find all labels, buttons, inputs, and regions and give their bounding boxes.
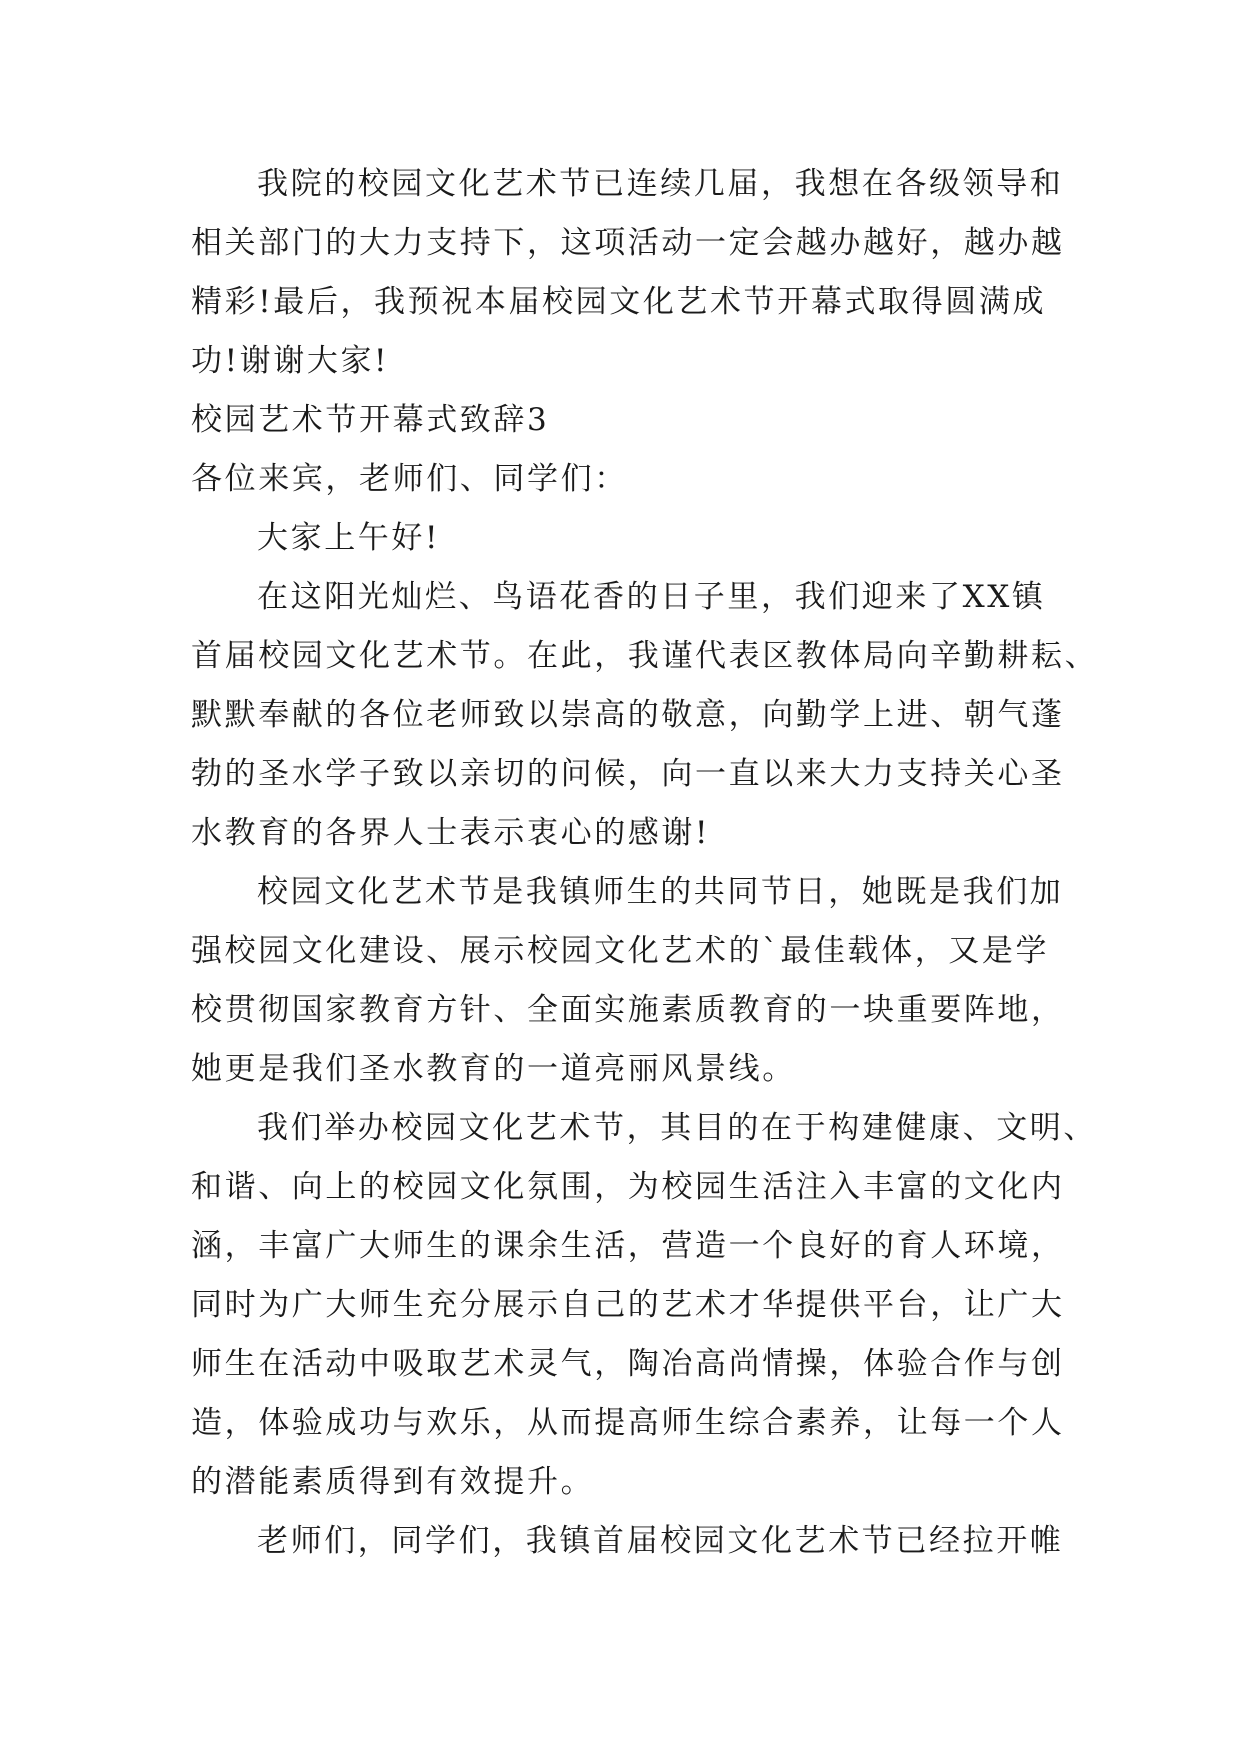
paragraph-line: 精彩!最后，我预祝本届校园文化艺术节开幕式取得圆满成 <box>191 284 1047 320</box>
paragraph-line: 强校园文化建设、展示校园文化艺术的`最佳载体，又是学 <box>191 933 1050 969</box>
paragraph-line: 功!谢谢大家! <box>191 343 390 379</box>
paragraph-line: 涵，丰富广大师生的课余生活，营造一个良好的育人环境， <box>191 1228 1065 1264</box>
paragraph-line: 我院的校园文化艺术节已连续几届，我想在各级领导和 <box>257 166 1064 202</box>
paragraph-line: 师生在活动中吸取艺术灵气，陶冶高尚情操，体验合作与创 <box>191 1346 1065 1382</box>
paragraph-line: 首届校园文化艺术节。在此，我谨代表区教体局向辛勤耕耘、 <box>191 638 1099 674</box>
paragraph-line: 她更是我们圣水教育的一道亮丽风景线。 <box>191 1051 796 1087</box>
paragraph-line: 和谐、向上的校园文化氛围，为校园生活注入丰富的文化内 <box>191 1169 1065 1205</box>
paragraph-line: 校贯彻国家教育方针、全面实施素质教育的一块重要阵地， <box>191 992 1065 1028</box>
paragraph-line: 在这阳光灿烂、鸟语花香的日子里，我们迎来了XX镇 <box>257 579 1046 615</box>
paragraph-line: 老师们，同学们，我镇首届校园文化艺术节已经拉开帷 <box>257 1523 1064 1559</box>
paragraph-line: 的潜能素质得到有效提升。 <box>191 1464 595 1500</box>
paragraph-line: 水教育的各界人士表示衷心的感谢! <box>191 815 711 851</box>
paragraph-line: 勃的圣水学子致以亲切的问候，向一直以来大力支持关心圣 <box>191 756 1065 792</box>
paragraph-line: 相关部门的大力支持下，这项活动一定会越办越好，越办越 <box>191 225 1065 261</box>
paragraph-line: 造，体验成功与欢乐，从而提高师生综合素养，让每一个人 <box>191 1405 1065 1441</box>
paragraph-line: 校园文化艺术节是我镇师生的共同节日，她既是我们加 <box>257 874 1064 910</box>
section-heading: 校园艺术节开幕式致辞3 <box>191 402 550 438</box>
paragraph-line: 默默奉献的各位老师致以崇高的敬意，向勤学上进、朝气蓬 <box>191 697 1065 733</box>
paragraph-line: 我们举办校园文化艺术节，其目的在于构建健康、文明、 <box>257 1110 1097 1146</box>
salutation-line: 各位来宾，老师们、同学们： <box>191 461 628 497</box>
paragraph-line: 同时为广大师生充分展示自己的艺术才华提供平台，让广大 <box>191 1287 1065 1323</box>
greeting-line: 大家上午好! <box>257 520 441 556</box>
